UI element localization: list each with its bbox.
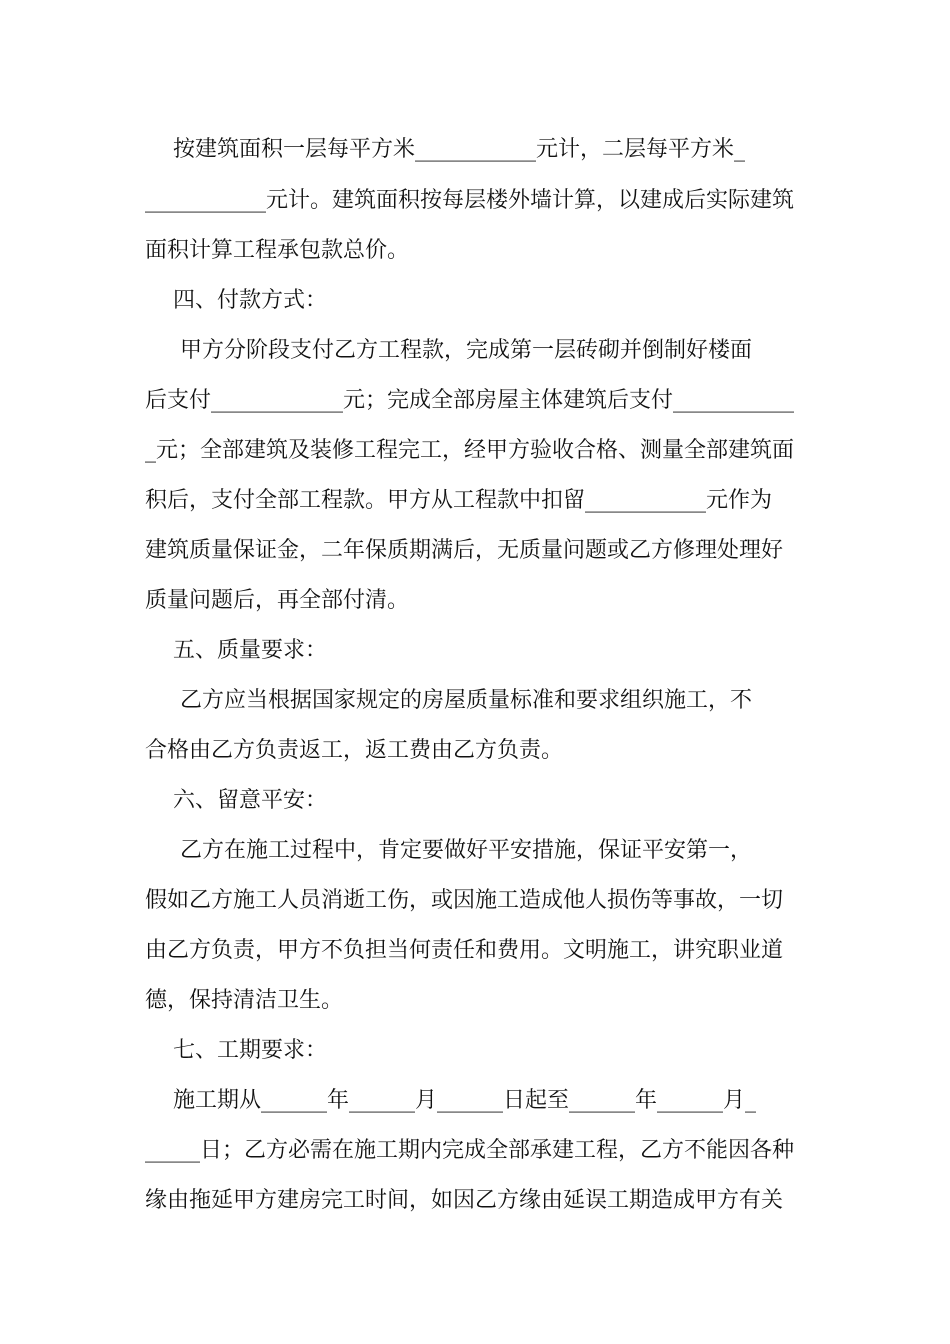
- text-line: ___________元计。建筑面积按每层楼外墙计算，以建成后实际建筑: [145, 188, 795, 213]
- text-line: 施工期从______年______月______日起至______年______月_: [145, 1088, 756, 1113]
- text-line: 按建筑面积一层每平方米___________元计，二层每平方米_: [145, 137, 745, 162]
- text-line: 积后，支付全部工程款。甲方从工程款中扣留___________元作为: [145, 488, 773, 513]
- text-line: _元；全部建筑及装修工程完工，经甲方验收合格、测量全部建筑面: [145, 438, 795, 463]
- section-heading: 五、质量要求：: [145, 638, 327, 663]
- text-line: 建筑质量保证金，二年保质期满后，无质量问题或乙方修理处理好: [145, 538, 784, 563]
- section-heading: 六、留意平安：: [145, 788, 327, 813]
- text-line: 后支付____________元；完成全部房屋主体建筑后支付___________: [145, 388, 795, 413]
- section-heading: 七、工期要求：: [145, 1038, 327, 1063]
- text-line: 由乙方负责，甲方不负担当何责任和费用。文明施工，讲究职业道: [145, 938, 784, 963]
- section-heading: 四、付款方式：: [145, 288, 327, 313]
- text-line: _____日；乙方必需在施工期内完成全部承建工程，乙方不能因各种: [145, 1138, 795, 1163]
- text-line: 假如乙方施工人员消逝工伤，或因施工造成他人损伤等事故，一切: [145, 888, 784, 913]
- text-line: 面积计算工程承包款总价。: [145, 238, 410, 263]
- text-line: 德，保持清洁卫生。: [145, 988, 344, 1013]
- text-line: 合格由乙方负责返工，返工费由乙方负责。: [145, 738, 564, 763]
- text-line: 缘由拖延甲方建房完工时间，如因乙方缘由延误工期造成甲方有关: [145, 1188, 784, 1213]
- text-line: 乙方应当根据国家规定的房屋质量标准和要求组织施工，不: [145, 688, 752, 713]
- text-line: 乙方在施工过程中，肯定要做好平安措施，保证平安第一，: [145, 838, 752, 863]
- text-line: 甲方分阶段支付乙方工程款，完成第一层砖砌并倒制好楼面: [145, 338, 752, 363]
- text-line: 质量问题后，再全部付清。: [145, 588, 410, 613]
